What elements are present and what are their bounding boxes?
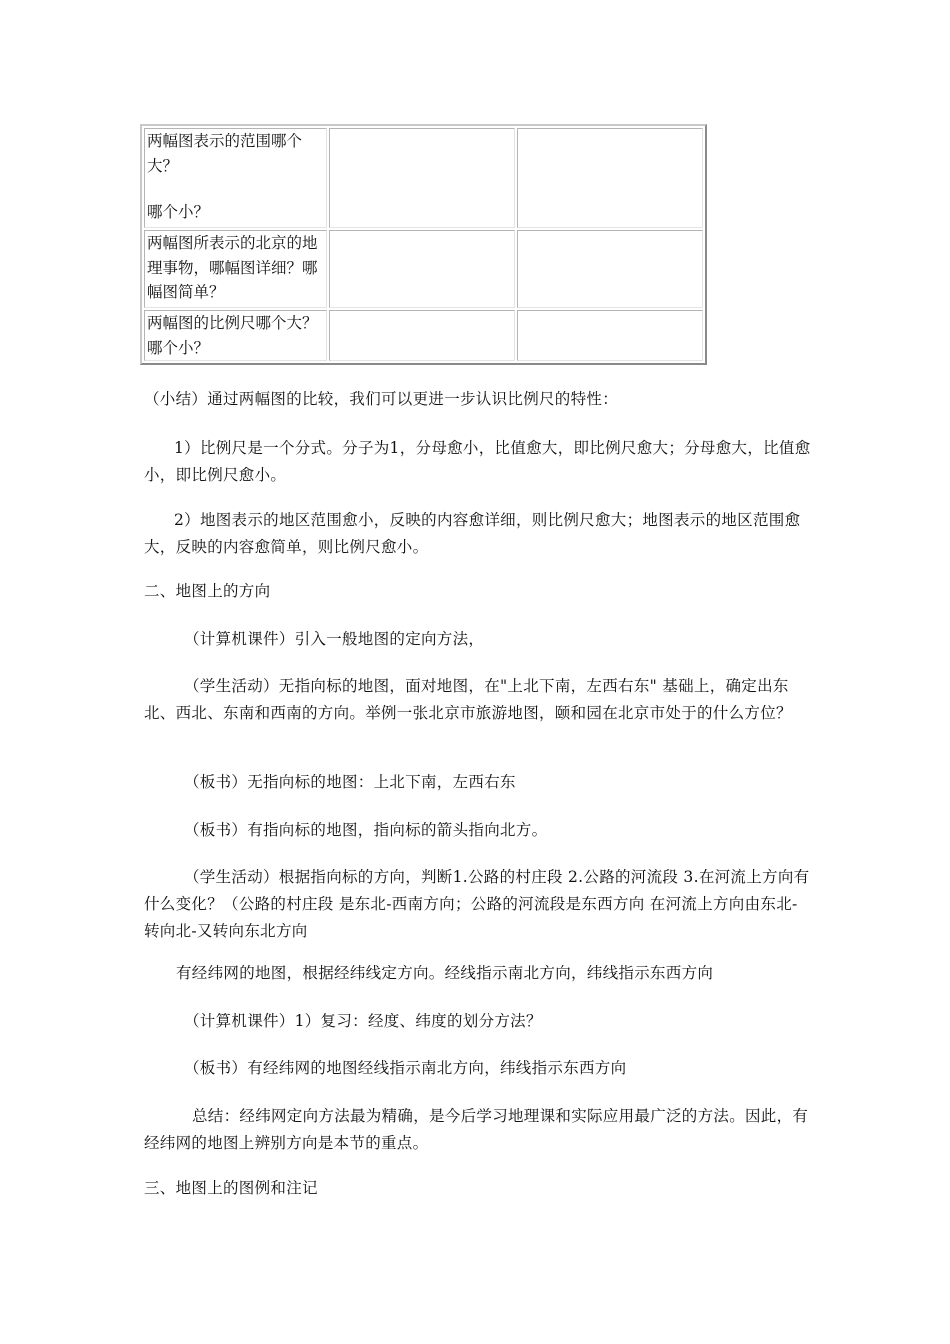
table-cell-answer	[329, 310, 515, 361]
courseware-1-paragraph: （计算机课件）引入一般地图的定向方法，	[184, 630, 485, 648]
board-2-paragraph: （板书）有指向标的地图，指向标的箭头指向北方。	[184, 821, 548, 839]
table-cell-answer	[517, 128, 703, 228]
point-1-paragraph: 1）比例尺是一个分式。分子为1，分母愈小，比值愈大，即比例尺愈大；分母愈大，比值愈小，即比例尺愈小。	[144, 439, 811, 484]
summary-paragraph: （小结）通过两幅图的比较，我们可以更进一步认识比例尺的特性：	[144, 390, 619, 408]
activity-1-paragraph: （学生活动）无指向标的地图，面对地图，在"上北下南，左西右东" 基础上，确定出东北、西北、东南和西南的方向。举例一张北京市旅游地图，颐和园在北京市处于的什么方位？	[144, 677, 792, 722]
table-cell-question	[144, 128, 327, 228]
comparison-table	[140, 124, 707, 365]
table-cell-answer	[329, 128, 515, 228]
board-1-paragraph: （板书）无指向标的地图：上北下南，左西右东	[184, 773, 516, 791]
section-2-heading: 二、地图上的方向	[144, 582, 271, 600]
table-cell-answer	[517, 230, 703, 308]
question-text: 两幅图表示的范围哪个大？	[147, 132, 303, 175]
table-cell-question: 两幅图所表示的北京的地理事物，哪幅图详细？哪幅图简单？	[144, 230, 327, 308]
table-row	[144, 128, 703, 228]
table-cell-answer	[329, 230, 515, 308]
table-cell-question: 两幅图的比例尺哪个大？哪个小？	[144, 310, 327, 361]
conclusion-paragraph: 总结：经纬网定向方法最为精确，是今后学习地理课和实际应用最广泛的方法。因此，有经纬网的地图上辨别方向是本节的重点。	[144, 1107, 809, 1152]
point-2-paragraph: 2）地图表示的地区范围愈小，反映的内容愈详细，则比例尺愈大；地图表示的地区范围愈大，反映的内容愈简单，则比例尺愈小。	[144, 511, 801, 556]
table-row	[144, 310, 703, 361]
table-row	[144, 230, 703, 308]
table-cell-answer	[517, 310, 703, 361]
courseware-2-paragraph: （计算机课件）1）复习：经度、纬度的划分方法？	[184, 1012, 542, 1030]
activity-2-paragraph: （学生活动）根据指向标的方向，判断1.公路的村庄段 2.公路的河流段 3.在河流上方向有什么变化？（公路的村庄段 是东北-西南方向；公路的河流段是东西方向 在河流上方向由东北-转向北-又转向东北方向	[144, 868, 810, 940]
board-3-paragraph: （板书）有经纬网的地图经线指示南北方向，纬线指示东西方向	[184, 1059, 627, 1077]
section-3-heading: 三、地图上的图例和注记	[144, 1179, 318, 1197]
grid-paragraph: 有经纬网的地图，根据经纬线定方向。经线指示南北方向，纬线指示东西方向	[176, 964, 714, 982]
question-text: 哪个小？	[147, 203, 210, 221]
